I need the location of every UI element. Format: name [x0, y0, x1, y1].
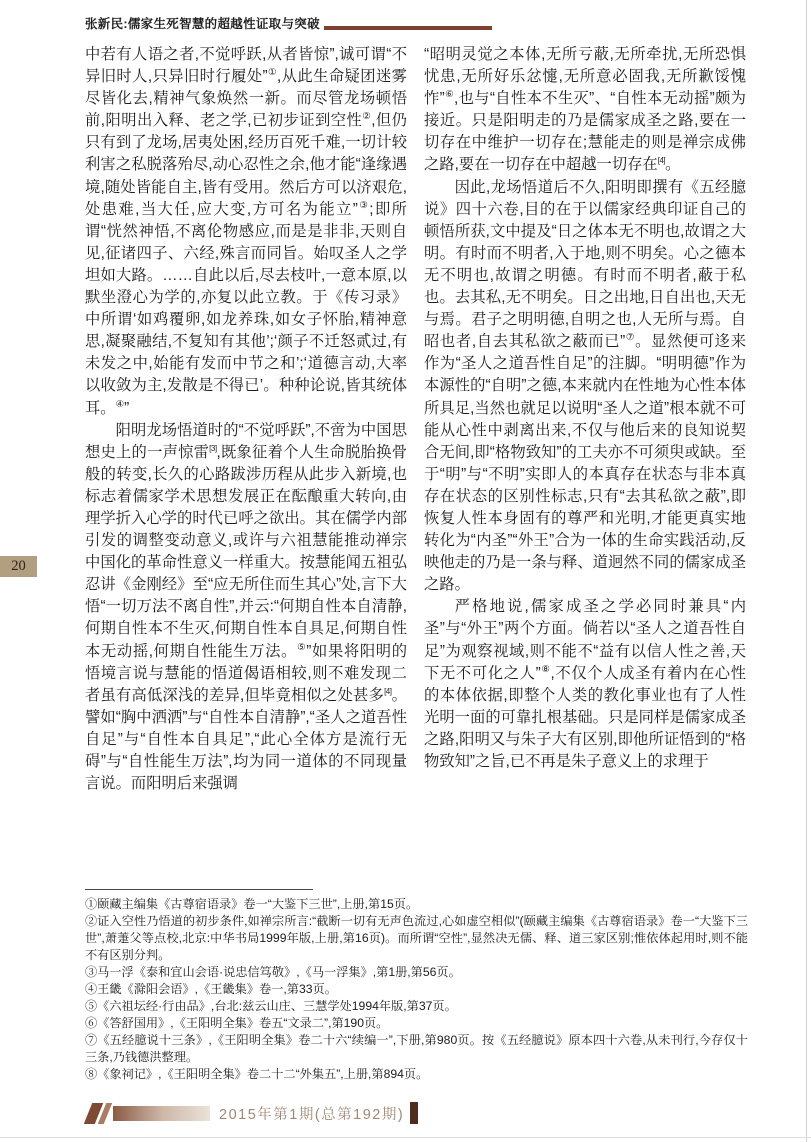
paragraph: 因此,龙场悟道后不久,阳明即撰有《五经臆说》四十六卷,目的在于以儒家经典印证自己的顿悟所获,文中提及“日之体本无不明也,故谓之大明。有时而不明者,入于地,则不明矣。心之德本无不明也,故谓之明德。有时而不明者,蔽于私也。去其私,无不明矣。日之出地,日自出也,天无与焉。君子之明明德,自明之也,人无所与焉。自昭也者,自去其私欲之蔽而已”⑦。显然便可迻来作为“圣人之道吾性自足”的注脚。“明明德”作为本源性的“自明”之德,本来就内在性地为心性本体所具足,当然也就足以说明“圣人之道”根本就不可能从心性中剥离出来,不仅与他后来的良知说契合无间,即“格物致知”的工夫亦不可须臾或缺。至于“明”与“不明”实即人的本真存在状态与非本真存在状态的区别性标志,只有“去其私欲之蔽”,即恢复人性本身固有的尊严和光明,才能更真实地转化为“内圣”“外王”合为一体的生命实践活动,反映他走的乃是一条与释、道迥然不同的儒家成圣之路。: [424, 178, 746, 594]
running-title: 张新民:儒家生死智慧的超越性证取与突破: [85, 17, 320, 31]
page-edge-shadow: [0, 1137, 811, 1138]
article-body: [85, 44, 746, 890]
page-footer: [88, 1100, 418, 1126]
footnote-item: ⑥《答舒国用》,《王阳明全集》卷五“文录二”,第190页。: [85, 1016, 389, 1030]
page-header: [85, 14, 492, 32]
paragraph: 中若有人语之者,不觉呼跃,从者皆惊”,诚可谓“不异旧时人,只异旧时行履处”①,从此生命疑团迷雾尽皆化去,精神气象焕然一新。而尽管龙场顿悟前,阳明出入释、老之学,已初步证到空性②,但仍只有到了龙场,居夷处困,经历百死千难,一切计较利害之私脱落殆尽,动心忍性之余,他才能“逢缘遇境,随处皆能自主,皆有受用。然后方可以济艰危,处患难,当大任,应大变,方可名为能立”③;即所谓“恍然神悟,不离伦物感应,而是是非非,天则自见,征诸四子、六经,殊言而同旨。始叹圣人之学坦如大路。……自此以后,尽去枝叶,一意本原,以默坐澄心为学的,亦复以此立教。于《传习录》中所谓‘如鸡覆卵,如龙养珠,如女子怀胎,精神意思,凝聚融结,不复知有其他’;‘颜子不迁怒贰过,有未发之中,始能有发而中节之和’;‘道德言动,大率以收敛为主,发散是不得已’。种种论说,皆其统体耳。④”: [85, 46, 407, 417]
footer-end-bar: [410, 1102, 418, 1124]
title-rule-decoration: [324, 26, 492, 30]
footer-gradient-bar: [113, 1106, 210, 1121]
paragraph: 严格地说,儒家成圣之学必同时兼具“内圣”与“外王”两个方面。倘若以“圣人之道吾性自足”为观察视域,则不能不“益有以信人性之善,天下无不可化之人”⑧,不仅个人成圣有着内在心性的本体依据,即整个人类的教化事业也有了人性光明一面的可靠扎根基础。只是同样是儒家成圣之路,阳明又与朱子大有区别,即他所证悟到的“格物致知”之旨,已不再是朱子意义上的求理于: [424, 598, 746, 770]
footnote-item: ⑦《五经臆说十三条》,《王阳明全集》卷二十六“续编一”,下册,第980页。按《五经臆说》原本四十六卷,从未刊行,今存仅十三条,乃钱德洪整理。: [85, 1033, 748, 1064]
footnote-item: ⑤《六祖坛经·行由品》,台北:兹云山庄、三慧学处1994年版,第37页。: [85, 999, 457, 1013]
footnote-item: ⑧《象祠记》,《王阳明全集》卷二十二“外集五”,上册,第894页。: [85, 1067, 429, 1081]
issue-info: 2015年第1期(总第192期): [219, 1106, 405, 1123]
right-column: [424, 44, 746, 890]
paragraph: “昭明灵觉之本体,无所亏蔽,无所牵扰,无所恐惧忧患,无所好乐忿懥,无所意必固我,无所歉馁愧怍”⑥,也与“自性本不生灭”、“自性本无动摇”颇为接近。只是阳明走的乃是儒家成圣之路,要在一切存在中维护一切存在;慧能走的则是禅宗成佛之路,要在一切存在中超越一切存在[4]。: [424, 46, 746, 174]
page-number-badge: [0, 556, 37, 577]
footnote-item: ②证入空性乃悟道的初步条件,如禅宗所言:“截断一切有无声色流过,心如虚空相似”(颐藏主编集《古尊宿语录》卷一“大鉴下三世”,萧萐父等点校,北京:中华书局1999年版,上册,第16页)。而所谓“空性”,显然决无儒、释、道三家区别;惟依体起用时,则不能不有区别分判。: [85, 914, 748, 962]
footnotes-section: [85, 896, 748, 1083]
footnote-separator: [85, 889, 313, 890]
paragraph: 阳明龙场悟道时的“不觉呼跃”,不啻为中国思想史上的一声惊雷[3],既象征着个人生命脱胎换骨般的转变,长久的心路跋涉历程从此步入新境,也标志着儒家学术思想发展正在酝酿重大转向,由理学折入心学的时代已呼之欲出。其在儒学内部引发的调整变动意义,或许与六祖慧能推动禅宗中国化的革命性意义一样重大。按慧能闻五祖弘忍讲《金刚经》至“应无所住而生其心”处,言下大悟“一切万法不离自性”,并云:“何期自性本自清静,何期自性本不生灭,何期自性本自具足,何期自性本无动摇,何期自性能生万法。⑤”如果将阳明的悟境言说与慧能的悟道偈语相较,则不难发现二者虽有高低深浅的差异,但毕竟相似之处甚多[4]。譬如“胸中洒洒”与“自性本自清静”,“圣人之道吾性自足”与“自性本自具足”,“此心全体方是流行无碍”与“自性能生万法”,均为同一道体的不同现量言说。而阳明后来强调: [85, 421, 407, 793]
footnote-item: ①颐藏主编集《古尊宿语录》卷一“大鉴下三世”,上册,第15页。: [85, 897, 419, 911]
footnote-item: ④王畿《滁阳会语》,《王畿集》卷一,第33页。: [85, 982, 337, 996]
footnote-item: ③马一浮《泰和宜山会语·说忠信笃敬》,《马一浮集》,第1册,第56页。: [85, 965, 461, 979]
page-number: 20: [11, 558, 26, 574]
left-column: [85, 44, 407, 890]
page-edge-shadow: [806, 0, 807, 1142]
